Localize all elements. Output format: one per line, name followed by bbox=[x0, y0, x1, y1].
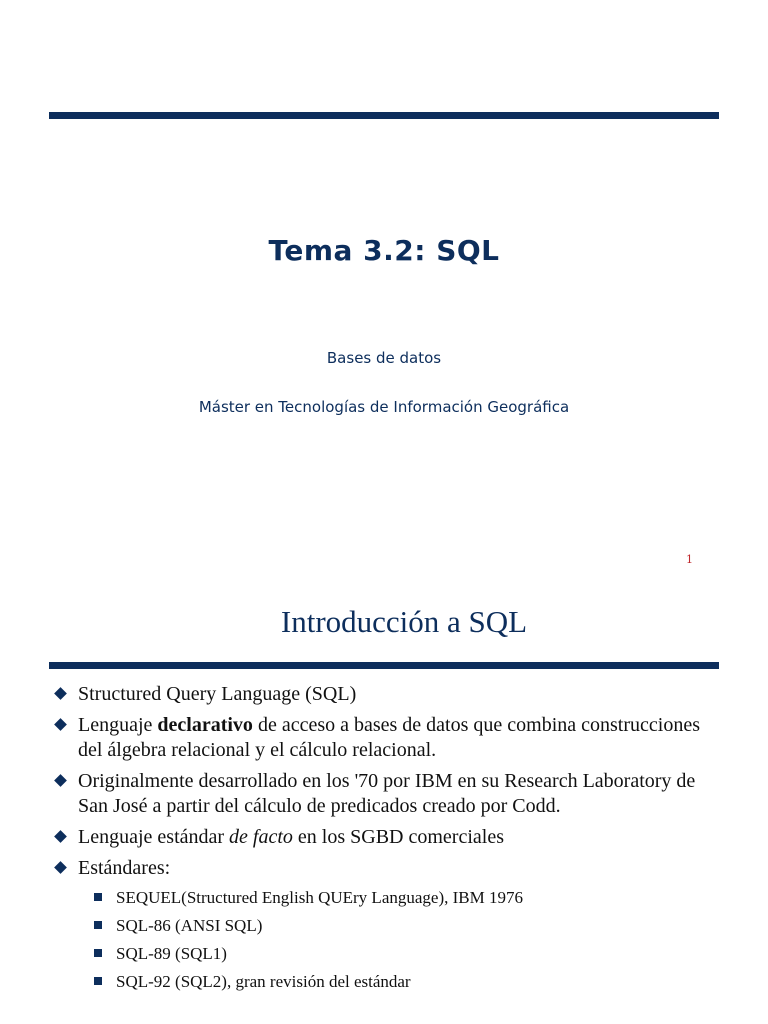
sub-bullet-text: SEQUEL(Structured English QUEry Language), IBM 1976 bbox=[116, 888, 523, 907]
square-bullet-icon bbox=[94, 921, 102, 929]
bullet-item bbox=[52, 825, 712, 850]
square-bullet-icon bbox=[94, 893, 102, 901]
sub-bullet-item bbox=[52, 971, 712, 993]
diamond-bullet-icon bbox=[54, 830, 67, 843]
bullet-text: Estándares: bbox=[78, 857, 171, 879]
diamond-bullet-icon bbox=[54, 774, 67, 787]
diamond-bullet-icon bbox=[54, 718, 67, 731]
bullet-item bbox=[52, 713, 712, 763]
bullet-text-before: Lenguaje estándar bbox=[78, 826, 230, 848]
bullet-item bbox=[52, 682, 712, 707]
sub-bullet-item bbox=[52, 915, 712, 937]
sub-bullet-text: SQL-86 (ANSI SQL) bbox=[116, 916, 263, 935]
subtitle-master: Máster en Tecnologías de Información Geográfica bbox=[198, 398, 570, 416]
sub-bullet-text: SQL-89 (SQL1) bbox=[116, 944, 227, 963]
sub-bullet-list bbox=[52, 887, 712, 993]
bullet-item bbox=[52, 769, 712, 819]
bullet-text: Originalmente desarrollado en los '70 por IBM en su Research Laboratory de San José a partir del cálculo de predicados creado por Codd. bbox=[78, 770, 696, 817]
bullet-text-after: en los SGBD comerciales bbox=[292, 826, 504, 848]
bullet-item bbox=[52, 856, 712, 881]
bullet-italic-term: de facto bbox=[229, 826, 293, 848]
sub-bullet-text: SQL-92 (SQL2), gran revisión del estándar bbox=[116, 972, 411, 991]
bullet-text: Structured Query Language (SQL) bbox=[78, 683, 357, 705]
slide-title: Tema 3.2: SQL bbox=[268, 234, 500, 267]
section-title: Introducción a SQL bbox=[280, 604, 528, 639]
square-bullet-icon bbox=[94, 977, 102, 985]
header-rule bbox=[49, 112, 719, 119]
diamond-bullet-icon bbox=[54, 687, 67, 700]
bullet-list bbox=[52, 682, 712, 999]
bullet-bold-term: declarativo bbox=[157, 714, 253, 736]
sub-bullet-item bbox=[52, 943, 712, 965]
page-number: 1 bbox=[686, 553, 693, 566]
section-rule bbox=[49, 662, 719, 669]
sub-bullet-item bbox=[52, 887, 712, 909]
diamond-bullet-icon bbox=[54, 861, 67, 874]
subtitle-course: Bases de datos bbox=[326, 349, 442, 367]
bullet-text-before: Lenguaje bbox=[78, 714, 158, 736]
square-bullet-icon bbox=[94, 949, 102, 957]
bullet-text-after: de acceso a bases de datos que combina construcciones del álgebra relacional y el cálculo relacional. bbox=[78, 714, 700, 761]
